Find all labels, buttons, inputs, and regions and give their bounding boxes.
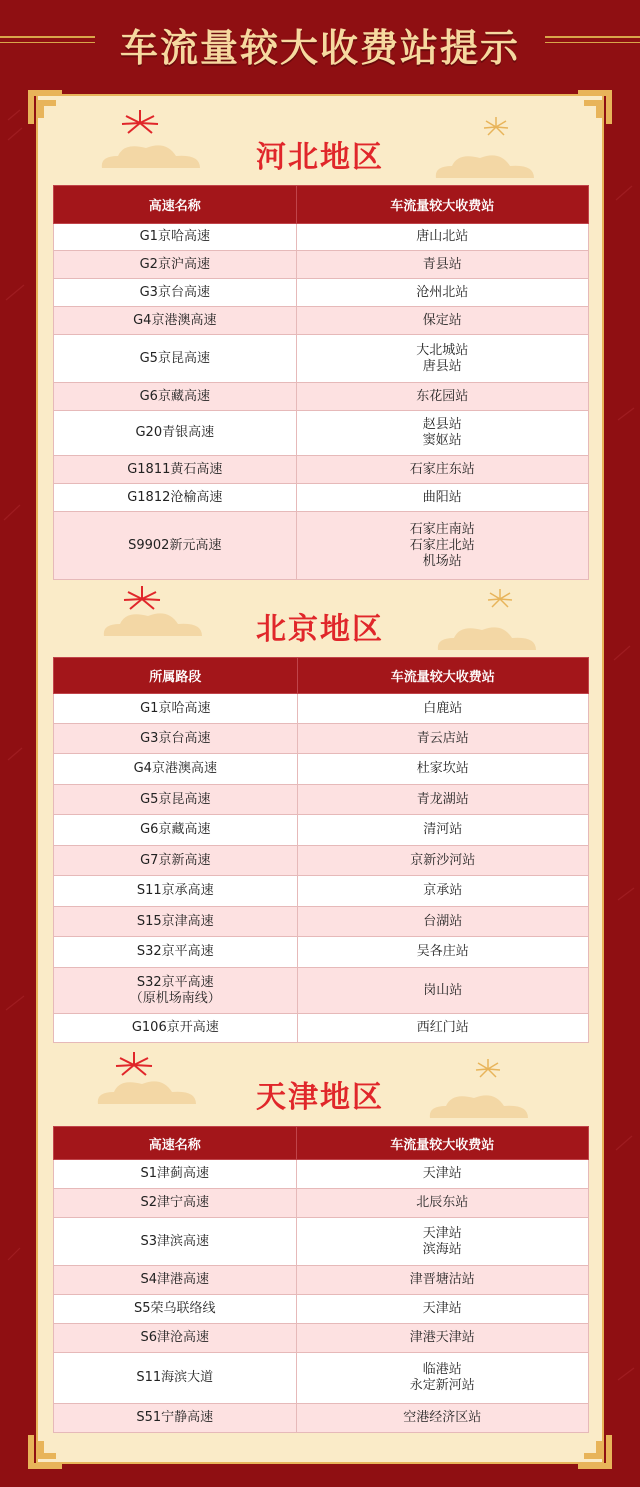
station-cell <box>297 968 588 1014</box>
road-name-cell <box>54 335 297 383</box>
road-name: S2津宁高速 <box>140 1195 210 1210</box>
table-row <box>54 1014 589 1043</box>
road-name: S1津蓟高速 <box>140 1166 210 1181</box>
table-row <box>54 512 589 580</box>
road-name-cell <box>54 224 297 251</box>
table-row <box>54 1218 589 1266</box>
station-name: 青龙湖站 <box>416 791 469 807</box>
table-row <box>54 937 589 968</box>
station-cell <box>296 1404 588 1433</box>
station-name: 青县站 <box>422 256 462 272</box>
road-name-cell <box>54 876 298 907</box>
station-name: 白鹿站 <box>423 700 463 716</box>
road-name: S32京平高速 <box>136 974 214 990</box>
road-name-cell <box>54 1295 297 1324</box>
station-name: 机场站 <box>422 553 462 569</box>
road-name-cell <box>54 383 297 411</box>
table-row <box>54 907 589 937</box>
table-row <box>54 846 589 876</box>
station-cell <box>296 251 588 279</box>
road-name: S11海滨大道 <box>136 1370 214 1385</box>
station-name: 临港站 <box>422 1362 462 1377</box>
road-name: G6京藏高速 <box>140 822 211 837</box>
table-row <box>54 785 589 815</box>
station-name: 天津站 <box>422 1225 462 1241</box>
station-cell <box>296 335 588 383</box>
station-cell <box>297 876 588 907</box>
station-cell <box>296 512 588 580</box>
road-name: G106京开高速 <box>131 1020 219 1035</box>
station-name: 石家庄北站 <box>409 537 475 553</box>
table-row <box>54 1353 589 1404</box>
road-name: G5京昆高速 <box>140 791 211 807</box>
road-name-cell <box>54 456 297 484</box>
road-name: S15京津高速 <box>136 913 214 929</box>
road-name-cell <box>54 1324 297 1353</box>
road-name-cell <box>54 1014 298 1043</box>
station-cell <box>296 484 588 512</box>
road-name: （原机场南线） <box>129 990 221 1006</box>
station-name: 京承站 <box>423 883 463 898</box>
station-name: 青云店站 <box>416 730 469 746</box>
table-row <box>54 1189 589 1218</box>
road-name-cell <box>54 1353 297 1404</box>
table-row <box>54 754 589 785</box>
station-cell <box>297 694 588 724</box>
road-name: G1京哈高速 <box>139 229 210 244</box>
road-name: G1812沧榆高速 <box>127 489 223 505</box>
station-cell <box>296 1160 588 1189</box>
region-title-hebei: 河北地区 <box>256 140 384 175</box>
station-cell <box>297 937 588 968</box>
table-row <box>54 1324 589 1353</box>
road-name-cell <box>54 251 297 279</box>
table-row <box>54 694 589 724</box>
station-cell <box>297 846 588 876</box>
beijing-table <box>53 657 589 1043</box>
road-name-cell <box>54 484 297 512</box>
hebei-table <box>53 185 589 580</box>
station-name: 空港经济区站 <box>403 1410 482 1425</box>
station-name: 大北城站 <box>416 342 469 358</box>
road-name-cell <box>54 968 298 1014</box>
station-cell <box>296 1189 588 1218</box>
road-name: G3京台高速 <box>139 284 210 300</box>
station-name: 杜家坎站 <box>416 761 469 776</box>
station-cell <box>296 1295 588 1324</box>
table-row <box>54 335 589 383</box>
header-divider-right-thin <box>545 42 640 43</box>
table-row <box>54 484 589 512</box>
station-cell <box>297 785 588 815</box>
station-cell <box>296 1324 588 1353</box>
road-name: G7京新高速 <box>140 852 211 868</box>
region-title-beijing: 北京地区 <box>256 612 384 647</box>
station-cell <box>297 724 588 754</box>
region-title-tianjin: 天津地区 <box>256 1080 384 1115</box>
station-cell <box>297 1014 588 1043</box>
station-name: 天津站 <box>422 1301 462 1316</box>
table-row <box>54 1404 589 1433</box>
column-header-road: 高速名称 <box>54 1127 297 1160</box>
table-row <box>54 251 589 279</box>
table-row <box>54 224 589 251</box>
table-row <box>54 1266 589 1295</box>
road-name-cell <box>54 815 298 846</box>
table-row <box>54 968 589 1014</box>
road-name: S51宁静高速 <box>136 1410 214 1425</box>
road-name: G2京沪高速 <box>139 256 210 272</box>
station-name: 唐山北站 <box>416 229 469 244</box>
column-header-road: 所属路段 <box>54 658 298 694</box>
station-name: 永定新河站 <box>409 1378 475 1393</box>
station-name: 滨海站 <box>422 1241 462 1257</box>
station-name: 赵县站 <box>422 417 462 432</box>
road-name: G6京藏高速 <box>139 388 210 404</box>
road-name-cell <box>54 1160 297 1189</box>
table-row <box>54 876 589 907</box>
station-cell <box>296 224 588 251</box>
station-name: 石家庄东站 <box>409 461 475 477</box>
station-name: 唐县站 <box>422 358 462 374</box>
table-row <box>54 307 589 335</box>
station-name: 西红门站 <box>416 1020 469 1035</box>
page-title: 车流量较大收费站提示 <box>119 25 520 70</box>
station-name: 北辰东站 <box>416 1195 469 1210</box>
table-row <box>54 724 589 754</box>
road-name-cell <box>54 512 297 580</box>
road-name-cell <box>54 937 298 968</box>
station-name: 吴各庄站 <box>416 944 469 959</box>
table-row <box>54 815 589 846</box>
road-name: S5荣乌联络线 <box>134 1301 216 1316</box>
corner-ornament-icon <box>576 1433 614 1471</box>
table-row <box>54 383 589 411</box>
tianjin-table <box>53 1126 589 1433</box>
station-name: 岗山站 <box>423 982 463 998</box>
station-cell <box>296 307 588 335</box>
road-name: S4津港高速 <box>140 1272 210 1287</box>
road-name: S32京平高速 <box>136 944 214 959</box>
road-name-cell <box>54 279 297 307</box>
road-name: G1京哈高速 <box>140 700 211 716</box>
road-name: G4京港澳高速 <box>133 761 217 776</box>
road-name-cell <box>54 1189 297 1218</box>
road-name-cell <box>54 754 298 785</box>
station-cell <box>297 907 588 937</box>
station-name: 石家庄南站 <box>409 521 475 537</box>
table-row <box>54 279 589 307</box>
table-row <box>54 456 589 484</box>
station-name: 台湖站 <box>423 913 463 929</box>
column-header-road: 高速名称 <box>54 186 297 224</box>
road-name-cell <box>54 785 298 815</box>
column-header-station: 车流量较大收费站 <box>297 658 588 694</box>
road-name: S11京承高速 <box>136 883 214 898</box>
station-cell <box>296 383 588 411</box>
station-name: 窦妪站 <box>422 433 462 448</box>
column-header-station: 车流量较大收费站 <box>296 1127 588 1160</box>
corner-ornament-icon <box>576 88 614 126</box>
station-name: 东花园站 <box>416 388 469 404</box>
station-cell <box>296 456 588 484</box>
station-cell <box>296 279 588 307</box>
station-cell <box>297 754 588 785</box>
road-name: G3京台高速 <box>140 730 211 746</box>
corner-ornament-icon <box>26 88 64 126</box>
station-cell <box>296 1266 588 1295</box>
station-name: 清河站 <box>423 822 463 837</box>
road-name-cell <box>54 1218 297 1266</box>
station-cell <box>297 815 588 846</box>
corner-ornament-icon <box>26 1433 64 1471</box>
column-header-station: 车流量较大收费站 <box>296 186 588 224</box>
station-name: 津晋塘沽站 <box>409 1272 475 1287</box>
road-name-cell <box>54 307 297 335</box>
station-cell <box>296 1218 588 1266</box>
station-cell <box>296 411 588 456</box>
road-name: G20青银高速 <box>135 425 215 440</box>
road-name: G5京昆高速 <box>139 350 210 366</box>
station-name: 保定站 <box>422 312 462 328</box>
station-cell <box>296 1353 588 1404</box>
road-name-cell <box>54 724 298 754</box>
road-name-cell <box>54 1404 297 1433</box>
station-name: 京新沙河站 <box>410 852 476 868</box>
road-name: S3津滨高速 <box>140 1233 210 1249</box>
road-name: S9902新元高速 <box>128 537 222 553</box>
header-divider-left-thin <box>0 42 95 43</box>
road-name-cell <box>54 411 297 456</box>
road-name-cell <box>54 1266 297 1295</box>
header-divider-right <box>545 36 640 38</box>
road-name-cell <box>54 694 298 724</box>
road-name-cell <box>54 846 298 876</box>
station-name: 曲阳站 <box>422 489 462 505</box>
header-divider-left <box>0 36 95 38</box>
road-name-cell <box>54 907 298 937</box>
station-name: 沧州北站 <box>416 284 469 300</box>
station-name: 天津站 <box>422 1166 462 1181</box>
table-row <box>54 411 589 456</box>
table-row <box>54 1160 589 1189</box>
road-name: S6津沧高速 <box>140 1330 210 1345</box>
table-row <box>54 1295 589 1324</box>
road-name: G4京港澳高速 <box>133 312 217 328</box>
station-name: 津港天津站 <box>409 1330 475 1345</box>
road-name: G1811黄石高速 <box>127 461 223 477</box>
page-header <box>0 0 640 88</box>
